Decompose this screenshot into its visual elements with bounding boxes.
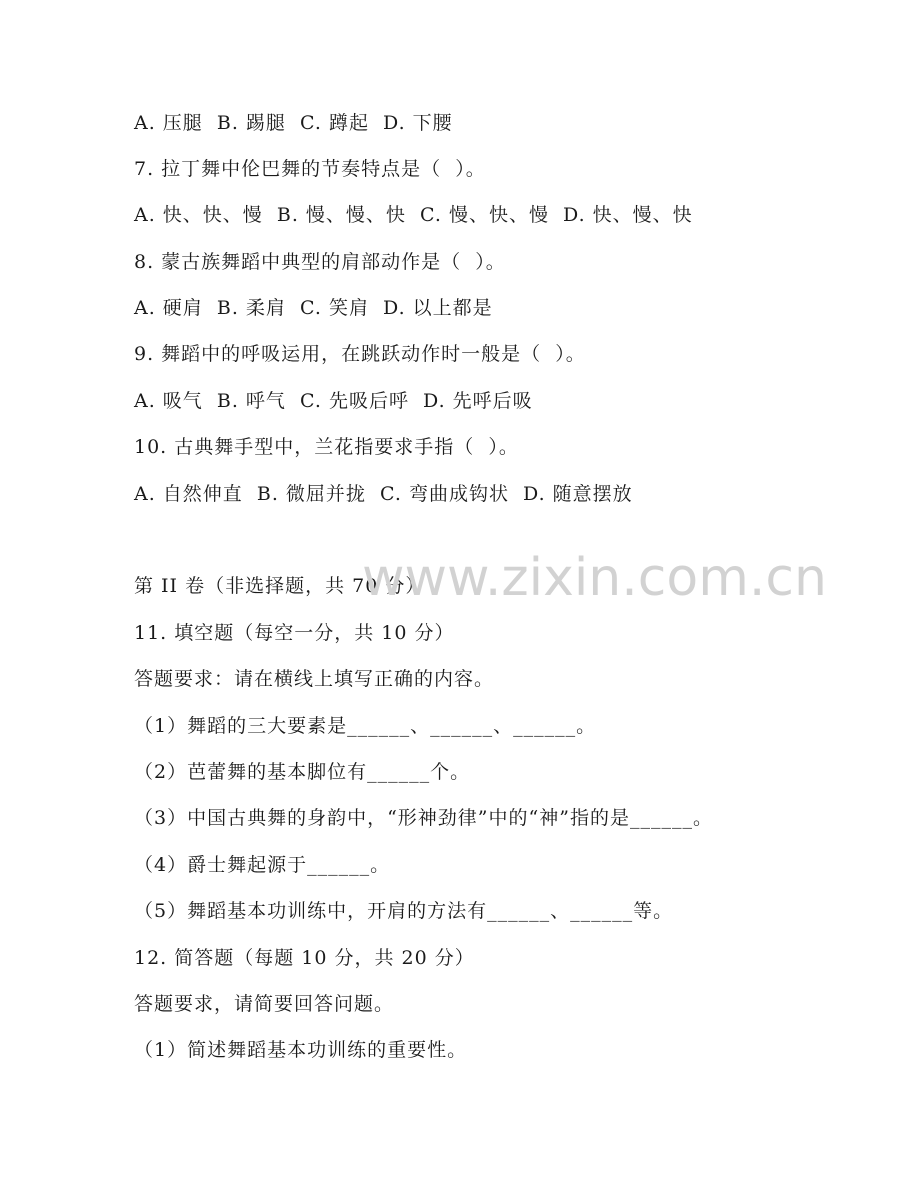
q12-stem: 12. 简答题（每题 10 分，共 20 分） — [134, 947, 475, 969]
q11-item-3: （3）中国古典舞的身韵中，“形神劲律”中的“神”指的是______。 — [134, 807, 713, 829]
q9-stem: 9. 舞蹈中的呼吸运用，在跳跃动作时一般是（ ）。 — [134, 343, 586, 365]
q9-options: A. 吸气 B. 呼气 C. 先吸后呼 D. 先呼后吸 — [134, 390, 533, 412]
q7-options: A. 快、快、慢 B. 慢、慢、快 C. 慢、快、慢 D. 快、慢、快 — [134, 204, 693, 226]
q8-stem: 8. 蒙古族舞蹈中典型的肩部动作是（ ）。 — [134, 251, 506, 273]
q12-item-1: （1）简述舞蹈基本功训练的重要性。 — [134, 1039, 468, 1061]
q11-item-1: （1）舞蹈的三大要素是______、______、______。 — [134, 715, 597, 737]
q11-requirement: 答题要求：请在横线上填写正确的内容。 — [134, 668, 495, 690]
section-title: 第 II 卷（非选择题，共 70 分） — [134, 575, 426, 597]
q12-requirement: 答题要求，请简要回答问题。 — [134, 993, 395, 1015]
q6-options: A. 压腿 B. 踢腿 C. 蹲起 D. 下腰 — [134, 112, 453, 134]
q8-options: A. 硬肩 B. 柔肩 C. 笑肩 D. 以上都是 — [134, 297, 493, 319]
q11-item-4: （4）爵士舞起源于______。 — [134, 854, 391, 876]
q11-item-5: （5）舞蹈基本功训练中，开肩的方法有______、______等。 — [134, 900, 674, 922]
q7-stem: 7. 拉丁舞中伦巴舞的节奏特点是（ ）。 — [134, 158, 486, 180]
watermark: www.zixin.com.cn — [362, 548, 827, 608]
q11-stem: 11. 填空题（每空一分，共 10 分） — [134, 622, 455, 644]
q10-stem: 10. 古典舞手型中，兰花指要求手指（ ）。 — [134, 436, 519, 458]
q10-options: A. 自然伸直 B. 微屈并拢 C. 弯曲成钩状 D. 随意摆放 — [134, 483, 633, 505]
q11-item-2: （2）芭蕾舞的基本脚位有______个。 — [134, 761, 471, 783]
